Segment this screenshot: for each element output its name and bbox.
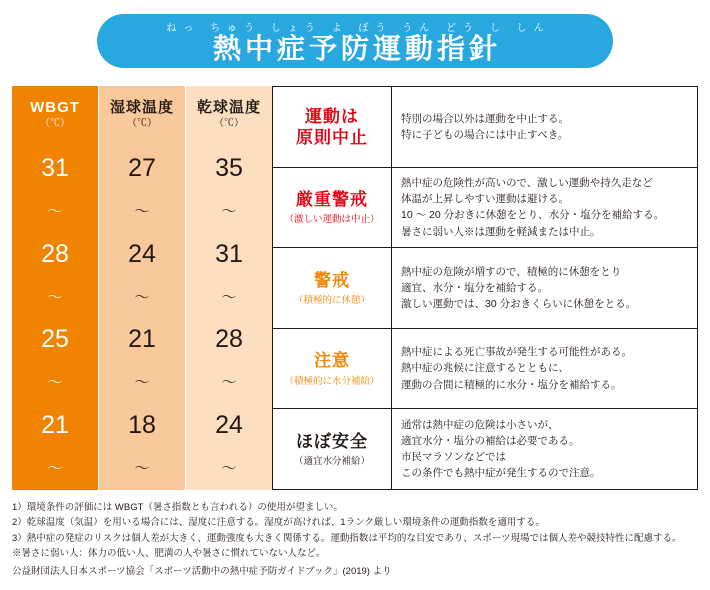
wet-bulb-value-3: 21 xyxy=(128,325,156,354)
guideline-table xyxy=(12,86,698,490)
level-sub-2: （激しい運動は中止） xyxy=(284,214,380,226)
level-2-line-4: 暑さに弱い人※は運動を軽減または中止。 xyxy=(401,225,601,238)
footnote-4: ※暑さに弱い人：体力の低い人、肥満の人や暑さに慣れていない人など。 xyxy=(12,548,326,560)
level-name-1-line1: 運動は xyxy=(305,106,359,126)
footnote-3: 3）熱中症の発症のリスクは個人差が大きく、運動強度も大きく関係する。運動指数は平均的な目安であり、スポーツ現場では個人差や競技特性に配慮する。 xyxy=(12,532,682,544)
level-description-1 xyxy=(392,87,697,167)
column-wbgt-unit: （℃） xyxy=(39,118,70,130)
wbgt-value-4: 21 xyxy=(41,411,69,440)
column-dry-bulb xyxy=(186,86,272,490)
level-2-line-2: 体温が上昇しやすい運動は避ける。 xyxy=(401,193,569,206)
level-3-line-3: 激しい運動では、30 分おきくらいに休憩をとる。 xyxy=(401,298,637,311)
level-4-line-3: 運動の合間に積極的に水分・塩分を補給する。 xyxy=(401,378,622,391)
level-sub-5: （適宜水分補給） xyxy=(293,456,370,468)
column-wet-bulb-header xyxy=(110,86,174,130)
level-1-line-1: 特別の場合以外は運動を中止する。 xyxy=(401,112,569,125)
level-name-1-line2: 原則中止 xyxy=(296,127,368,147)
column-dry-bulb-unit: （℃） xyxy=(213,118,244,130)
level-description-5 xyxy=(392,409,697,489)
level-description-3 xyxy=(392,248,697,328)
footnote-2: 2）乾球温度（気温）を用いる場合には、湿度に注意する。湿度が高ければ、1ランク厳しい環境条件の運動指数を適用する。 xyxy=(12,517,545,529)
column-dry-bulb-header xyxy=(197,86,261,130)
dry-bulb-value-3: 28 xyxy=(215,325,243,354)
page-title: 熱中症予防運動指針 xyxy=(212,33,501,64)
level-4-line-1: 熱中症による死亡事故が発生する可能性がある。 xyxy=(401,346,632,359)
temperature-columns xyxy=(12,86,272,490)
column-dry-bulb-scale xyxy=(186,142,272,490)
wet-bulb-wave-2: 〜 xyxy=(134,288,150,306)
level-sub-3: （積極的に休憩） xyxy=(293,294,370,306)
level-name-cell-2 xyxy=(273,168,392,248)
column-wet-bulb-scale xyxy=(99,142,185,490)
level-name-4: 注意 xyxy=(314,351,350,371)
wet-bulb-value-1: 27 xyxy=(128,154,156,182)
level-5-line-4: この条件でも熱中症が発生するので注意。 xyxy=(401,467,601,480)
level-name-cell-5 xyxy=(273,409,392,489)
dry-bulb-value-1: 35 xyxy=(215,154,243,182)
level-5-line-1: 通常は熱中症の危険は小さいが、 xyxy=(401,418,559,431)
level-name-2: 厳重警戒 xyxy=(296,190,368,210)
level-5-line-2: 適宜水分・塩分の補給は必要である。 xyxy=(401,434,580,447)
page-title-banner xyxy=(97,14,613,68)
level-2-line-3: 10 ～ 20 分おきに休憩をとり、水分・塩分を補給する。 xyxy=(401,209,665,222)
column-wet-bulb xyxy=(99,86,185,490)
level-1-line-2: 特に子どもの場合には中止すべき。 xyxy=(401,128,569,141)
level-name-cell-3 xyxy=(273,248,392,328)
wet-bulb-wave-4: 〜 xyxy=(134,460,150,478)
column-wet-bulb-title: 湿球温度 xyxy=(109,99,174,116)
column-dry-bulb-title: 乾球温度 xyxy=(196,99,261,116)
level-2-line-1: 熱中症の危険性が高いので、激しい運動や持久走など xyxy=(401,176,653,189)
table-row xyxy=(273,409,697,489)
levels-table xyxy=(272,86,698,490)
footnotes xyxy=(12,500,702,562)
footnote-1: 1）環境条件の評価には WBGT（暑さ指数とも言われる）の使用が望ましい。 xyxy=(12,502,343,513)
column-wbgt xyxy=(12,86,98,490)
level-description-2 xyxy=(392,168,697,248)
source-credit: 公益財団法人日本スポーツ協会「スポーツ活動中の熱中症予防ガイドブック」(2019) より xyxy=(12,566,392,577)
table-row xyxy=(273,248,697,329)
level-name-5: ほぼ安全 xyxy=(296,431,368,451)
column-wbgt-header xyxy=(30,86,80,130)
wbgt-wave-1: 〜 xyxy=(47,202,63,220)
level-name-cell-4 xyxy=(273,329,392,409)
table-row xyxy=(273,168,697,249)
wbgt-wave-2: 〜 xyxy=(47,288,63,306)
dry-bulb-wave-1: 〜 xyxy=(221,202,237,220)
level-name-3: 警戒 xyxy=(314,270,350,290)
table-row xyxy=(273,329,697,410)
wbgt-wave-4: 〜 xyxy=(47,460,63,478)
column-wet-bulb-unit: （℃） xyxy=(126,118,157,130)
wet-bulb-wave-3: 〜 xyxy=(134,374,150,392)
dry-bulb-value-4: 24 xyxy=(215,411,243,440)
wbgt-value-1: 31 xyxy=(41,154,69,182)
wet-bulb-value-4: 18 xyxy=(128,411,156,440)
column-wbgt-scale xyxy=(12,142,98,490)
level-4-line-2: 熱中症の兆候に注意するとともに、 xyxy=(401,362,569,375)
dry-bulb-value-2: 31 xyxy=(215,239,243,268)
dry-bulb-wave-3: 〜 xyxy=(221,374,237,392)
wbgt-value-3: 25 xyxy=(41,325,69,354)
level-3-line-2: 適宜、水分・塩分を補給する。 xyxy=(401,281,548,294)
level-sub-4: （積極的に水分補給） xyxy=(284,375,380,387)
wet-bulb-value-2: 24 xyxy=(128,239,156,268)
table-row xyxy=(273,87,697,168)
dry-bulb-wave-2: 〜 xyxy=(221,288,237,306)
level-3-line-1: 熱中症の危険が増すので、積極的に休憩をとり xyxy=(401,265,622,278)
column-wbgt-title: WBGT xyxy=(30,99,80,116)
wbgt-value-2: 28 xyxy=(41,239,69,268)
level-description-4 xyxy=(392,329,697,409)
wbgt-wave-3: 〜 xyxy=(47,374,63,392)
dry-bulb-wave-4: 〜 xyxy=(221,460,237,478)
level-name-cell-1 xyxy=(273,87,392,167)
title-ruby: ねっ ちゅう しょう よ ぼう うん どう し しん xyxy=(166,23,551,34)
wet-bulb-wave-1: 〜 xyxy=(134,202,150,220)
level-5-line-3: 市民マラソンなどでは xyxy=(401,451,506,464)
